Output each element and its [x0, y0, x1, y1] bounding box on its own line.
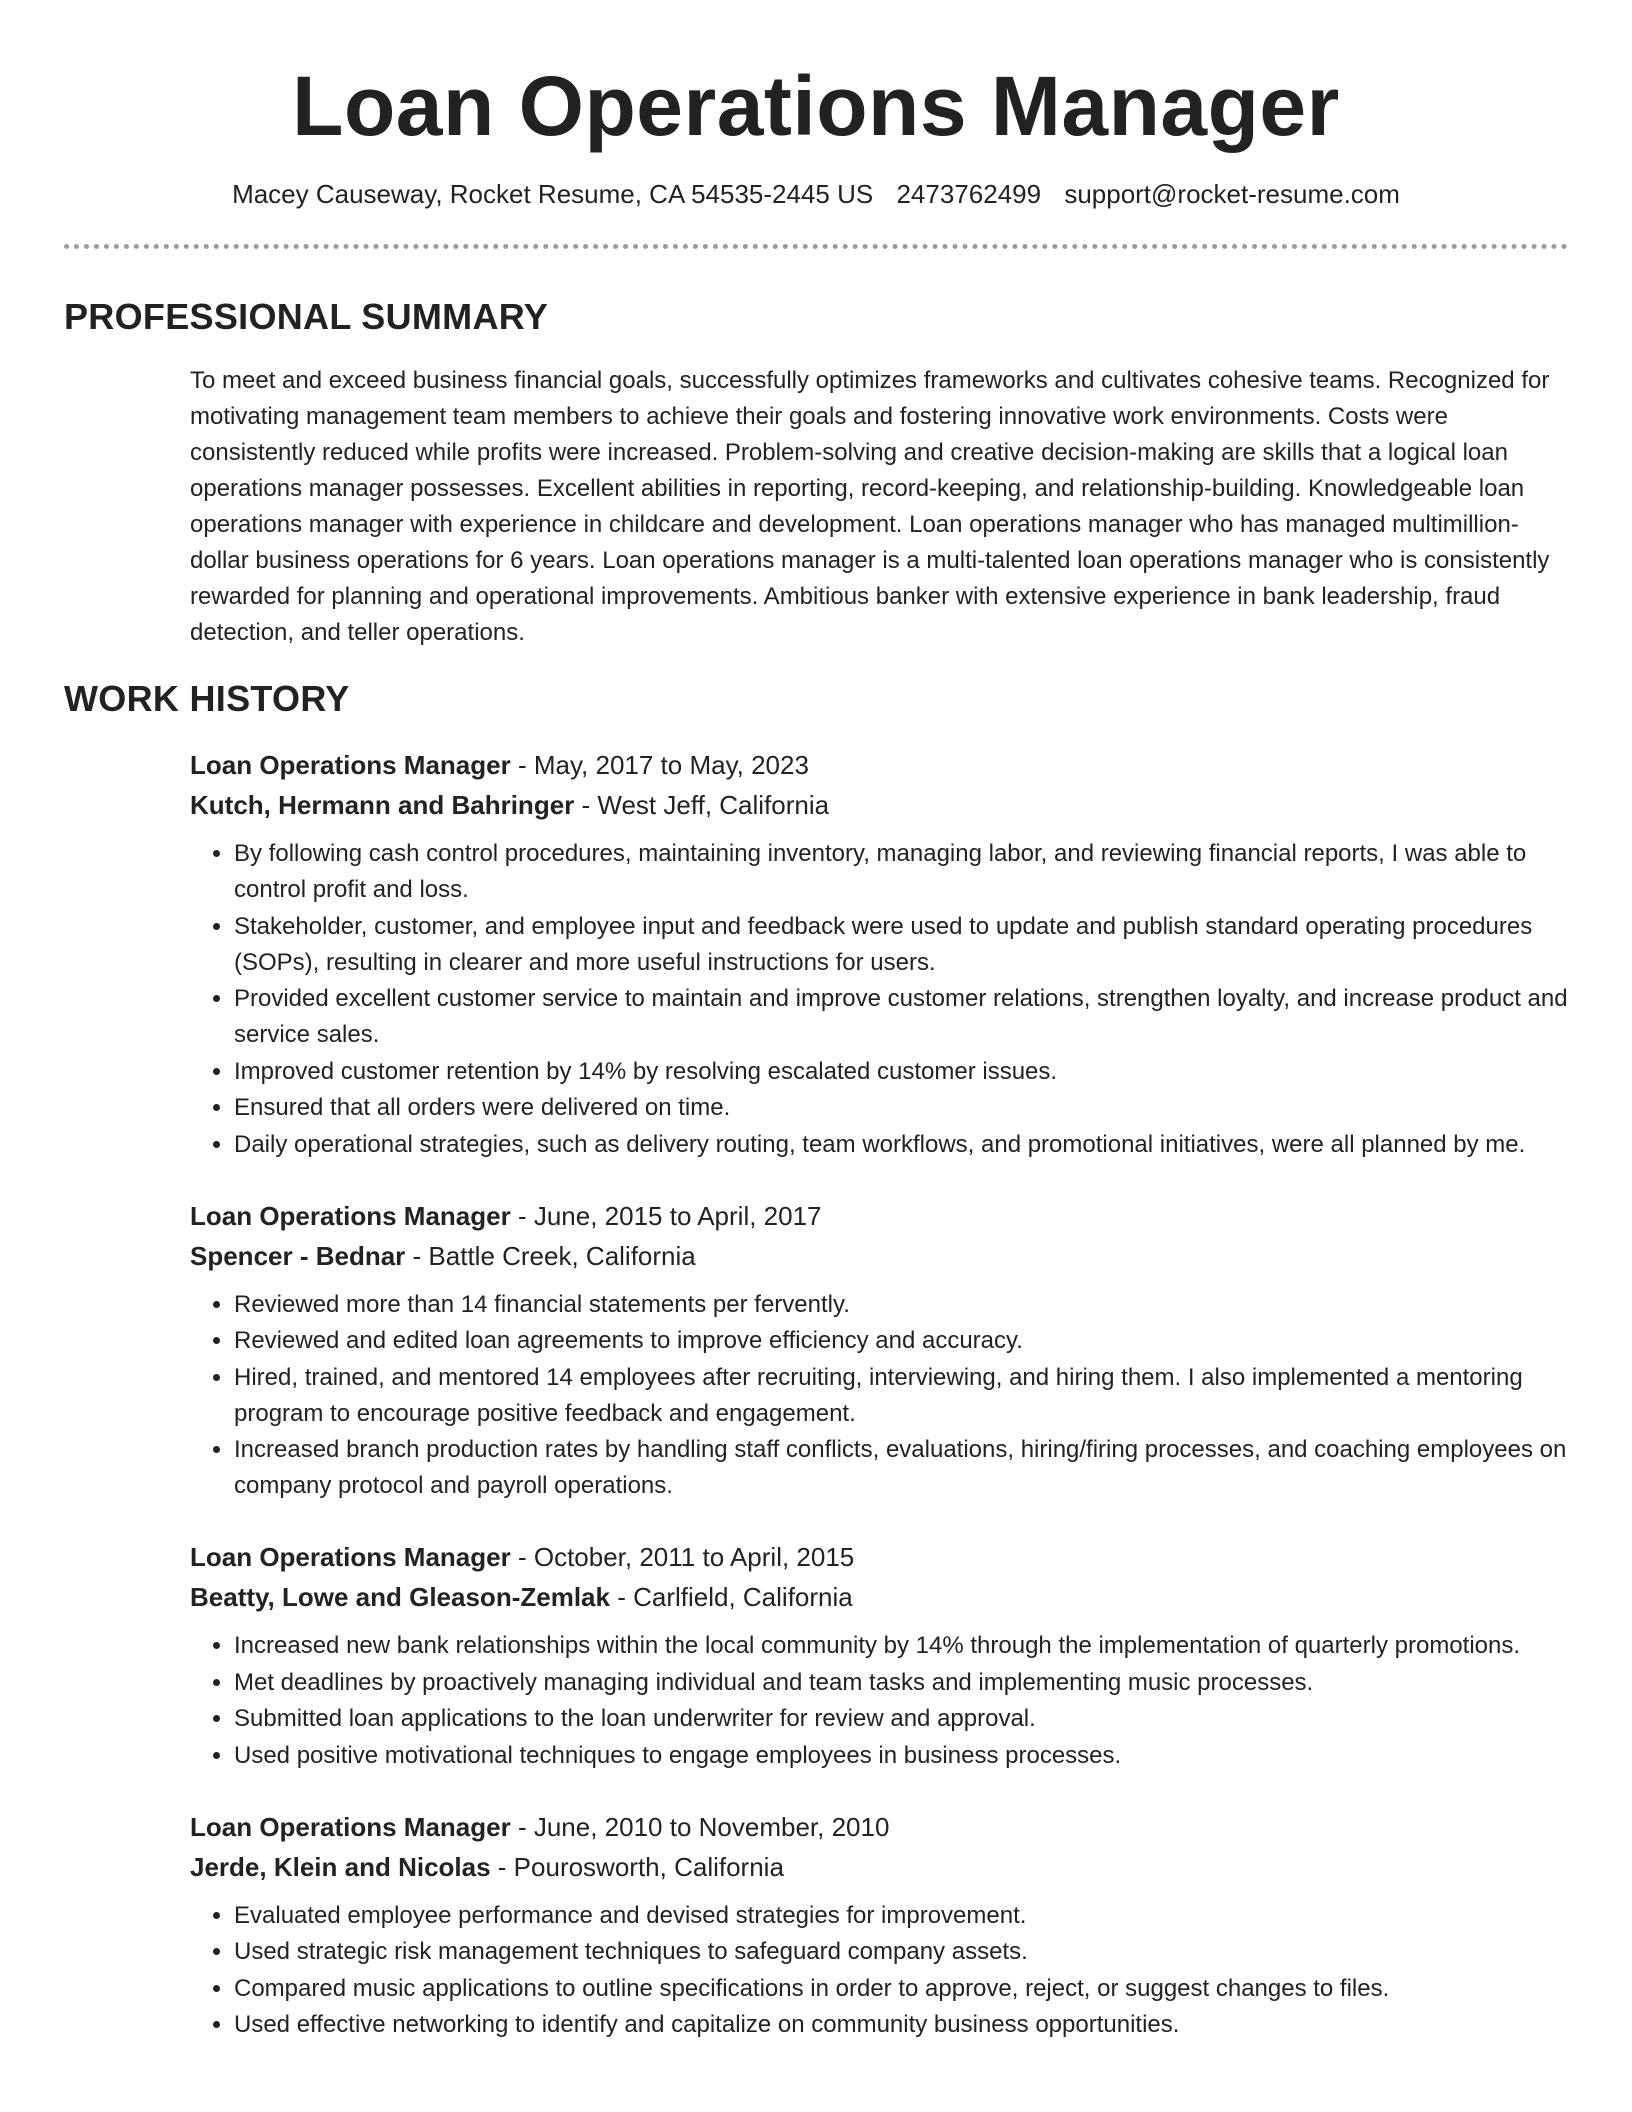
summary-text: To meet and exceed business financial goals, successfully optimizes frameworks and cultivates cohesive teams. Recognized for motivating management team members to achieve their goals and fostering innovative work environments. Costs were consistently reduced while profits were increased. Problem-solving and creative decision-making are skills that a logical loan operations manager possesses. Excellent abilities in reporting, record-keeping, and relationship-building. Knowledgeable loan operations manager with experience in childcare and development. Loan operations manager who has managed multimillion-dollar business operations for 6 years. Loan operations manager is a multi-talented loan operations manager who is consistently rewarded for planning and operational improvements. Ambitious banker with extensive experience in bank leadership, fraud detection, and teller operations. [190, 367, 1550, 646]
job-bullet: • Reviewed and edited loan agreements to improve efficiency and accuracy. [234, 1323, 1568, 1359]
job-company: Spencer - Bednar [190, 1240, 406, 1271]
job-bullets [190, 1287, 1568, 1505]
job-bullet: • Used strategic risk management techniques to safeguard company assets. [234, 1934, 1568, 1970]
contact-email: support@rocket-resume.com [1064, 179, 1400, 209]
job-dates: - May, 2017 to May, 2023 [517, 750, 809, 780]
job-entry [190, 745, 1568, 1163]
job-bullets [190, 1628, 1568, 1774]
job-company-line [190, 1577, 1568, 1617]
job-bullet: • Increased new bank relationships within the local community by 14% through the implementation of quarterly promotions. [234, 1628, 1568, 1664]
resume-page [64, 0, 1568, 2044]
job-title: Loan Operations Manager [190, 1200, 511, 1231]
job-dates: - June, 2015 to April, 2017 [517, 1200, 822, 1231]
work-history-heading: WORK HISTORY [64, 678, 350, 719]
job-title-line [190, 745, 1568, 785]
job-dates: - October, 2011 to April, 2015 [517, 1542, 855, 1572]
job-bullet: • Used positive motivational techniques to engage employees in business processes. [234, 1738, 1568, 1774]
contact-phone: 2473762499 [896, 179, 1042, 209]
summary-heading: PROFESSIONAL SUMMARY [64, 296, 549, 337]
contact-address: Macey Causeway, Rocket Resume, CA 54535-2445 US [232, 179, 874, 209]
job-company-line [190, 1236, 1568, 1276]
job-bullet: • Submitted loan applications to the loan underwriter for review and approval. [234, 1701, 1568, 1737]
job-bullet: • Daily operational strategies, such as delivery routing, team workflows, and promotional initiatives, were all planned by me. [234, 1127, 1568, 1163]
job-company-line [190, 1847, 1568, 1887]
job-location: - Pourosworth, California [497, 1851, 784, 1882]
job-bullet: • Used effective networking to identify and capitalize on community business opportunities. [234, 2007, 1568, 2043]
job-company-line [190, 785, 1568, 825]
job-bullet: • Hired, trained, and mentored 14 employees after recruiting, interviewing, and hiring them. I also implemented a mentoring program to encourage positive feedback and engagement. [234, 1360, 1568, 1432]
job-location: - West Jeff, California [581, 790, 830, 820]
job-bullet: • Stakeholder, customer, and employee input and feedback were used to update and publish standard operating procedures (SOPs), resulting in clearer and more useful instructions for users. [234, 909, 1568, 981]
job-title-line [190, 1807, 1568, 1847]
job-bullet: • Evaluated employee performance and devised strategies for improvement. [234, 1898, 1568, 1934]
job-company: Jerde, Klein and Nicolas [190, 1851, 491, 1882]
job-title-line [190, 1537, 1568, 1577]
job-location: - Carlfield, California [617, 1582, 853, 1612]
job-title-line [190, 1196, 1568, 1236]
job-bullet: • Reviewed more than 14 financial statements per fervently. [234, 1287, 1568, 1323]
page-title: Loan Operations Manager [292, 59, 1340, 153]
job-entry [190, 1807, 1568, 2044]
job-company: Beatty, Lowe and Gleason-Zemlak [190, 1582, 610, 1612]
header-divider [64, 244, 1568, 249]
job-title: Loan Operations Manager [190, 1811, 511, 1842]
job-bullet: • Compared music applications to outline specifications in order to approve, reject, or suggest changes to files. [234, 1971, 1568, 2007]
job-entry [190, 1196, 1568, 1505]
job-bullets [190, 836, 1568, 1163]
job-company: Kutch, Hermann and Bahringer [190, 790, 575, 820]
job-dates: - June, 2010 to November, 2010 [517, 1811, 890, 1842]
job-title: Loan Operations Manager [190, 750, 511, 780]
job-location: - Battle Creek, California [412, 1240, 696, 1271]
job-bullet: • Improved customer retention by 14% by resolving escalated customer issues. [234, 1054, 1568, 1090]
job-bullet: • By following cash control procedures, maintaining inventory, managing labor, and reviewing financial reports, I was able to control profit and loss. [234, 836, 1568, 908]
job-bullets [190, 1898, 1568, 2044]
contact-line [64, 178, 1568, 210]
job-bullet: • Increased branch production rates by handling staff conflicts, evaluations, hiring/firing processes, and coaching employees on company protocol and payroll operations. [234, 1432, 1568, 1504]
job-bullet: • Provided excellent customer service to maintain and improve customer relations, strengthen loyalty, and increase product and service sales. [234, 981, 1568, 1053]
job-title: Loan Operations Manager [190, 1542, 511, 1572]
job-bullet: • Ensured that all orders were delivered on time. [234, 1090, 1568, 1126]
job-bullet: • Met deadlines by proactively managing individual and team tasks and implementing music processes. [234, 1665, 1568, 1701]
job-entry [190, 1537, 1568, 1774]
